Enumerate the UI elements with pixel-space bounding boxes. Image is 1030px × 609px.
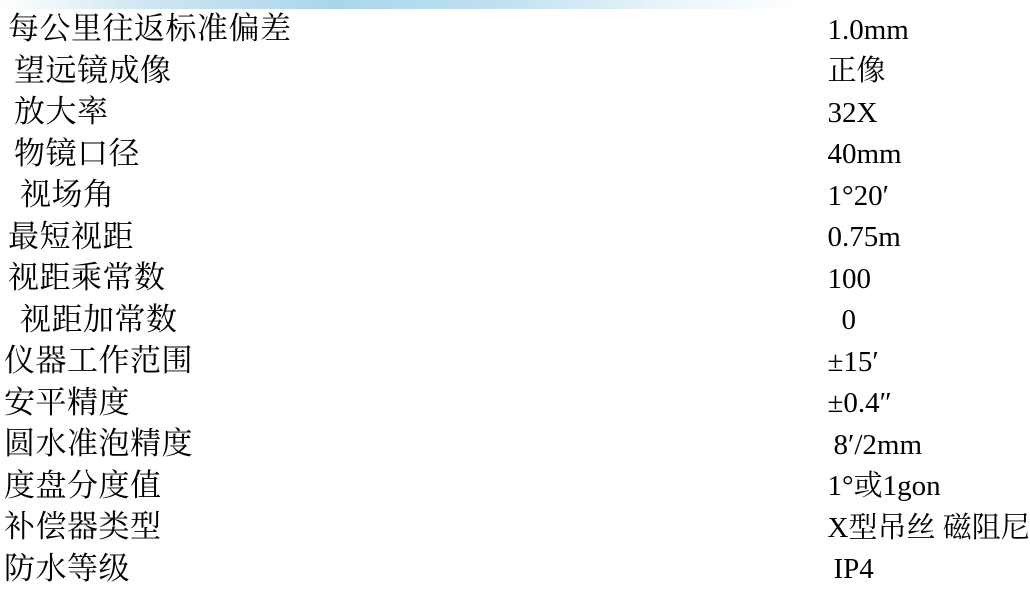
spec-value: 正像 <box>827 55 886 88</box>
spec-label: 补偿器类型 <box>4 509 162 545</box>
spec-value: 1.0mm <box>827 13 909 46</box>
spec-label: 安平精度 <box>4 384 130 420</box>
spec-label: 视场角 <box>20 177 115 213</box>
specifications-table-body <box>0 9 1030 590</box>
table-row <box>0 300 1030 342</box>
spec-value: 1°20′ <box>827 179 889 212</box>
table-row <box>0 507 1030 549</box>
spec-value: X型吊丝 磁阻尼 <box>827 511 1030 544</box>
table-row <box>0 466 1030 508</box>
spec-value: 0.75m <box>827 221 901 254</box>
spec-value: 40mm <box>827 138 902 171</box>
spec-label: 视距乘常数 <box>8 260 166 296</box>
spec-label: 圆水准泡精度 <box>4 426 193 462</box>
table-row <box>0 217 1030 259</box>
spec-label: 物镜口径 <box>14 135 140 171</box>
spec-label: 放大率 <box>14 94 109 130</box>
table-row <box>0 134 1030 176</box>
spec-value: ±15′ <box>827 345 879 378</box>
table-row <box>0 341 1030 383</box>
spec-label: 最短视距 <box>8 218 134 254</box>
header-accent-bar <box>0 0 800 9</box>
spec-value: 100 <box>827 262 871 295</box>
spec-label: 防水等级 <box>4 550 130 586</box>
table-row <box>0 549 1030 591</box>
table-row <box>0 424 1030 466</box>
spec-value: 32X <box>827 96 878 129</box>
table-row <box>0 258 1030 300</box>
table-row <box>0 175 1030 217</box>
spec-value: IP4 <box>833 553 874 586</box>
spec-label: 每公里往返标准偏差 <box>8 11 292 47</box>
specifications-table <box>0 9 1030 590</box>
spec-value: 1°或1gon <box>827 470 941 503</box>
table-row <box>0 51 1030 93</box>
spec-label: 仪器工作范围 <box>4 343 193 379</box>
spec-value: 8′/2mm <box>833 428 923 461</box>
spec-label: 度盘分度值 <box>4 467 162 503</box>
spec-value: 0 <box>841 304 856 337</box>
table-row <box>0 9 1030 51</box>
table-row <box>0 92 1030 134</box>
spec-label: 视距加常数 <box>20 301 178 337</box>
table-row <box>0 383 1030 425</box>
spec-label: 望远镜成像 <box>14 52 172 88</box>
spec-value: ±0.4″ <box>827 387 892 420</box>
